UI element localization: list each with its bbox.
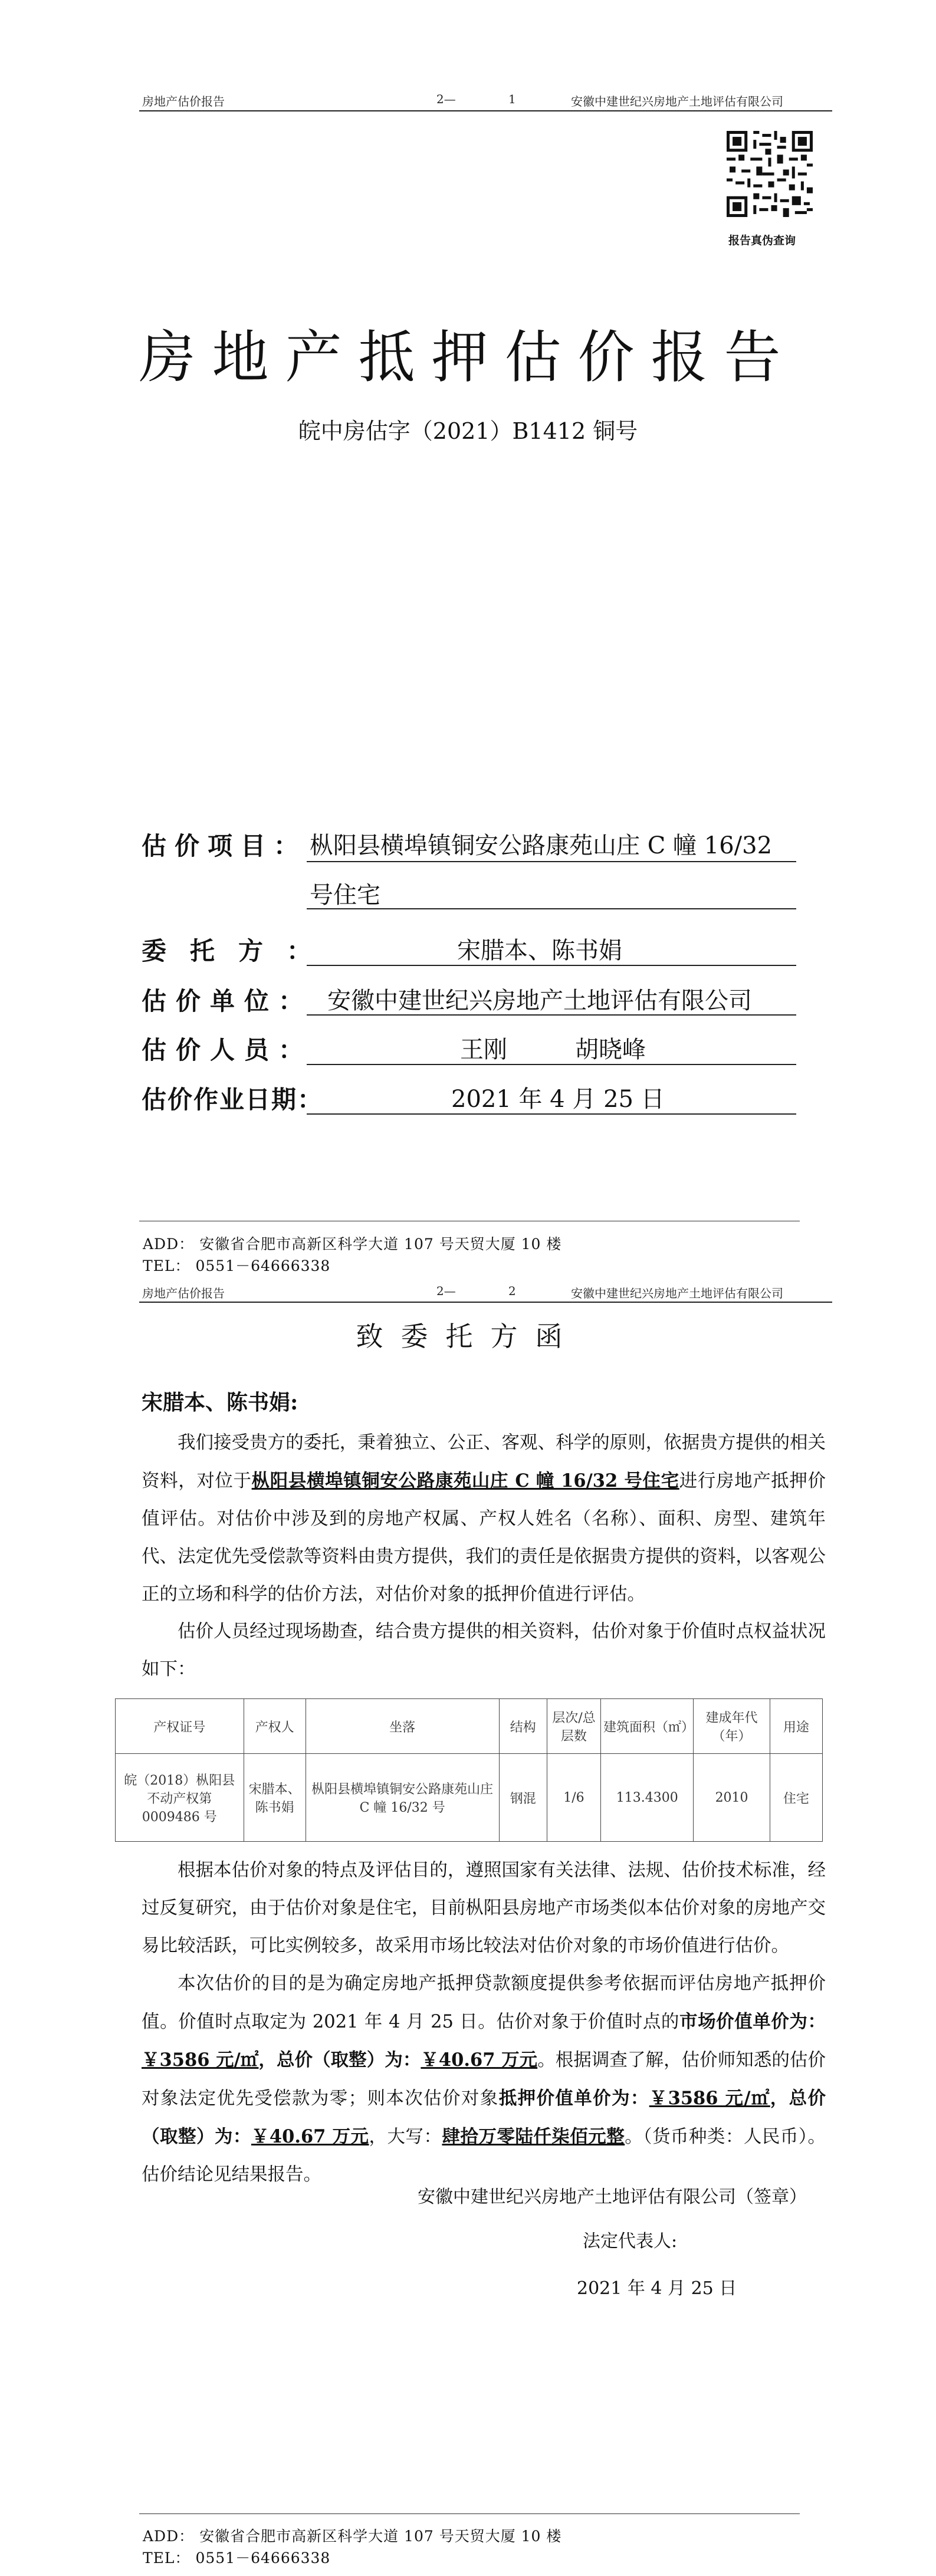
header-right: 安徽中建世纪兴房地产土地评估有限公司: [571, 1286, 783, 1300]
table-header-row: [116, 1699, 823, 1754]
header-page-prefix: 2—: [436, 1284, 456, 1298]
footer-address: ADD： 安徽省合肥市高新区科学大道 107 号天贸大厦 10 楼: [143, 1236, 562, 1253]
field-value-project: 枞阳县横埠镇铜安公路康苑山庄 C 幢 16/32: [310, 832, 773, 859]
paragraph-inspection: 估价人员经过现场勘查，结合贵方提供的相关资料，估价对象于价值时点权益状况如下：: [142, 1621, 826, 1680]
header-right: 安徽中建世纪兴房地产土地评估有限公司: [571, 94, 783, 109]
field-value-appraiser-unit: 安徽中建世纪兴房地产土地评估有限公司: [327, 987, 752, 1014]
field-value-appraiser-1: 王刚: [460, 1036, 507, 1063]
table-header: 用途: [770, 1699, 822, 1754]
paragraph-conclusion: 本次估价的目的是为确定房地产抵押贷款额度提供参考依据而评估房地产抵押价值。价值时点取定为 2021 年 4 月 25 日。估价对象于价值时点的市场价值单价为：￥3586 元/㎡，总价（取整）为：￥40.67 万元。根据调查了解，估价师知悉的估价对象法定优先受偿款为零；则本次估价对象抵押价值单价为：￥3586 元/㎡，总价（取整）为：￥40.67 万元，大写：肆拾万零陆仟柒佰元整。（货币种类：人民币）。估价结论见结果报告。: [142, 1973, 826, 2185]
field-value-client: 宋腊本、陈书娟: [457, 937, 622, 964]
table-cell: 宋腊本、陈书娟: [244, 1754, 306, 1842]
footer-rule: [139, 2513, 800, 2514]
table-cell: 皖（2018）枞阳县不动产权第 0009486 号: [116, 1754, 244, 1842]
table-header: 产权证号: [116, 1699, 244, 1754]
field-value-date: 2021 年 4 月 25 日: [451, 1086, 665, 1113]
table-header: 建筑面积（㎡）: [601, 1699, 694, 1754]
report-title: 房地产抵押估价报告: [139, 324, 797, 390]
footer-phone: TEL： 0551－64666338: [143, 1257, 331, 1274]
field-label-client: 委托方：: [142, 937, 336, 965]
table-cell: 钢混: [499, 1754, 547, 1842]
header-page-number: 1: [508, 92, 516, 106]
table-cell: 住宅: [770, 1754, 822, 1842]
field-value-project-line2: 号住宅: [310, 882, 380, 909]
table-row: [116, 1754, 823, 1842]
footer-address: ADD： 安徽省合肥市高新区科学大道 107 号天贸大厦 10 楼: [143, 2528, 562, 2545]
table-cell: 2010: [694, 1754, 770, 1842]
table-cell: 枞阳县横埠镇铜安公路康苑山庄 C 幢 16/32 号: [306, 1754, 499, 1842]
table-header: 结构: [499, 1699, 547, 1754]
field-value-appraiser-2: 胡晓峰: [575, 1036, 646, 1063]
table-cell: 1/6: [547, 1754, 600, 1842]
letter-title: 致委托方函: [356, 1320, 580, 1352]
field-label-appraisers: 估价人员：: [142, 1036, 313, 1064]
report-number: 皖中房估字（2021）B1412 铜号: [298, 418, 638, 444]
underline-client: [307, 965, 796, 966]
table-header: 层次/总层数: [547, 1699, 600, 1754]
signature-representative: 法定代表人:: [583, 2231, 678, 2252]
property-table: [115, 1698, 823, 1842]
signature-date: 2021 年 4 月 25 日: [577, 2278, 737, 2299]
table-cell: 113.4300: [601, 1754, 694, 1842]
qr-code-icon: [727, 131, 813, 217]
header-left: 房地产估价报告: [142, 94, 225, 109]
qr-caption: 报告真伪查询: [728, 234, 796, 247]
header-left: 房地产估价报告: [142, 1286, 225, 1300]
underline-appraiser-unit: [307, 1014, 796, 1016]
underline-appraisers: [307, 1064, 796, 1065]
letter-addressee: 宋腊本、陈书娟:: [142, 1390, 298, 1415]
signature-company: 安徽中建世纪兴房地产土地评估有限公司（签章）: [418, 2187, 807, 2207]
field-label-project: 估价项目：: [142, 832, 307, 860]
header-page-number: 2: [508, 1284, 516, 1298]
paragraph-method: 根据本估价对象的特点及评估目的，遵照国家有关法律、法规、估价技术标准，经过反复研究，由于估价对象是住宅，目前枞阳县房地产市场类似本估价对象的房地产交易比较活跃，可比实例较多，故采用市场比较法对估价对象的市场价值进行估价。: [142, 1860, 826, 1956]
field-label-appraiser-unit: 估价单位：: [142, 987, 313, 1016]
footer-phone: TEL： 0551－64666338: [143, 2549, 331, 2567]
header-rule: [139, 110, 832, 111]
field-label-date: 估价作业日期：: [142, 1085, 324, 1114]
header-rule: [139, 1302, 832, 1303]
header-page-prefix: 2—: [436, 92, 456, 106]
table-header: 产权人: [244, 1699, 306, 1754]
underline-date: [307, 1113, 796, 1115]
paragraph-intro: 我们接受贵方的委托，秉着独立、公正、客观、科学的原则，依据贵方提供的相关资料，对位于枞阳县横埠镇铜安公路康苑山庄 C 幢 16/32 号住宅进行房地产抵押价值评估。对估价中涉及到的房地产权属、产权人姓名（名称）、面积、房型、建筑年代、法定优先受偿款等资料由贵方提供，我们的责任是依据贵方提供的资料，以客观公正的立场和科学的估价方法，对估价对象的抵押价值进行评估。: [142, 1432, 826, 1605]
table-header: 建成年代（年）: [694, 1699, 770, 1754]
table-header: 坐落: [306, 1699, 499, 1754]
underline-project: [307, 861, 796, 862]
underline-project-2: [307, 908, 796, 909]
